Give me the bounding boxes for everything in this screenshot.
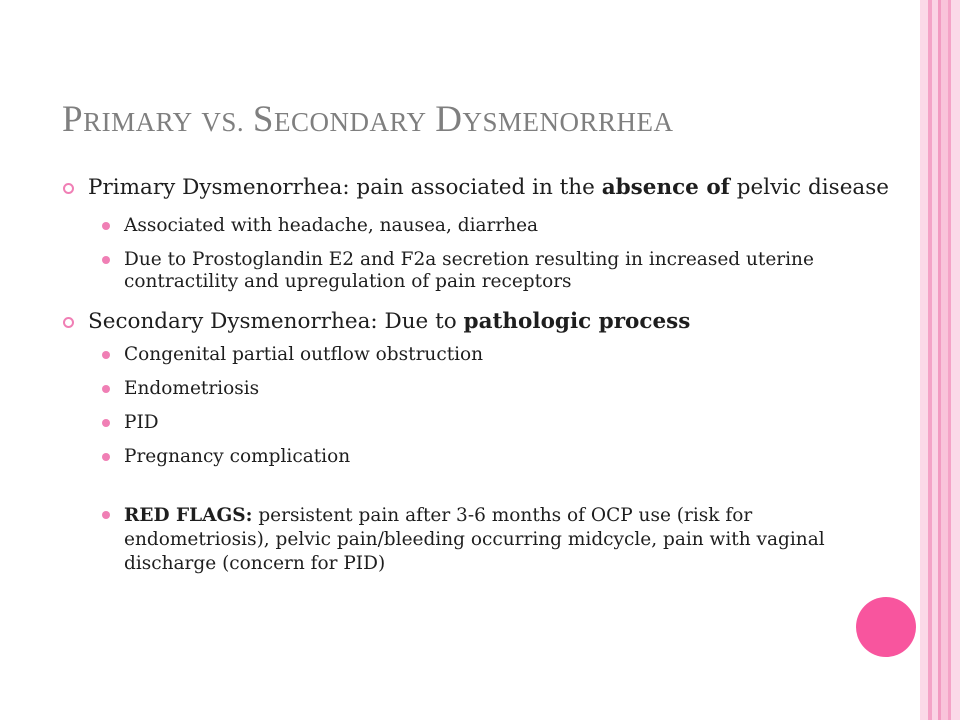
decorative-side-stripes	[920, 0, 960, 720]
bullet-primary-text2: pelvic disease	[729, 175, 890, 200]
title-word4-rest: YSMENORRHEA	[462, 107, 674, 137]
sub-bullet-red-flags	[124, 504, 900, 576]
sub-bullet	[124, 344, 900, 366]
dot-bullet-icon	[102, 351, 110, 359]
bullet-primary-bold: absence of	[601, 175, 730, 200]
sub-bullet	[124, 378, 900, 400]
dot-bullet-icon	[102, 385, 110, 393]
bullet-secondary-text: Secondary Dysmenorrhea: Due to	[88, 309, 464, 334]
sub-bullet-text: Congenital partial outflow obstruction	[124, 344, 484, 365]
ring-bullet-icon	[63, 183, 74, 194]
title-word3-rest: ECONDARY	[273, 107, 427, 137]
slide-title	[62, 98, 673, 141]
dot-bullet-icon	[102, 453, 110, 461]
dot-bullet-icon	[102, 256, 110, 264]
title-word3-cap: S	[252, 99, 274, 140]
dot-bullet-icon	[102, 511, 110, 519]
title-word4-cap: D	[435, 99, 463, 140]
sub-bullet-text: PID	[124, 412, 159, 433]
title-word1-cap: P	[62, 99, 84, 140]
bullet-primary-text: Primary Dysmenorrhea: pain associated in the	[88, 175, 602, 200]
sub-bullet-text: Associated with headache, nausea, diarrhea	[124, 215, 539, 236]
slide-body	[88, 174, 900, 576]
sub-bullet	[124, 249, 900, 293]
sub-bullet-text: Due to Prostoglandin E2 and F2a secretion resulting in increased uterine contractility and upregulation of pain receptors	[124, 249, 814, 292]
bullet-secondary-bold: pathologic process	[463, 309, 691, 334]
decorative-pink-circle	[856, 597, 916, 657]
sub-bullet-text: Pregnancy complication	[124, 446, 351, 467]
sub-bullet-text: Endometriosis	[124, 378, 260, 399]
title-word2: VS.	[201, 107, 245, 137]
sub-bullet	[124, 412, 900, 434]
title-word1-rest: RIMARY	[83, 107, 193, 137]
ring-bullet-icon	[63, 317, 74, 328]
bullet-primary	[88, 174, 900, 201]
red-flags-label: RED FLAGS:	[124, 505, 253, 526]
dot-bullet-icon	[102, 222, 110, 230]
sub-bullet	[124, 446, 900, 468]
dot-bullet-icon	[102, 419, 110, 427]
sub-bullet	[124, 215, 900, 237]
bullet-secondary	[88, 308, 900, 335]
red-flags-text: persistent pain after 3-6 months of OCP use (risk for endometriosis), pelvic pain/bleeding occurring midcycle, pain with vaginal discharge (concern for PID)	[124, 505, 825, 574]
